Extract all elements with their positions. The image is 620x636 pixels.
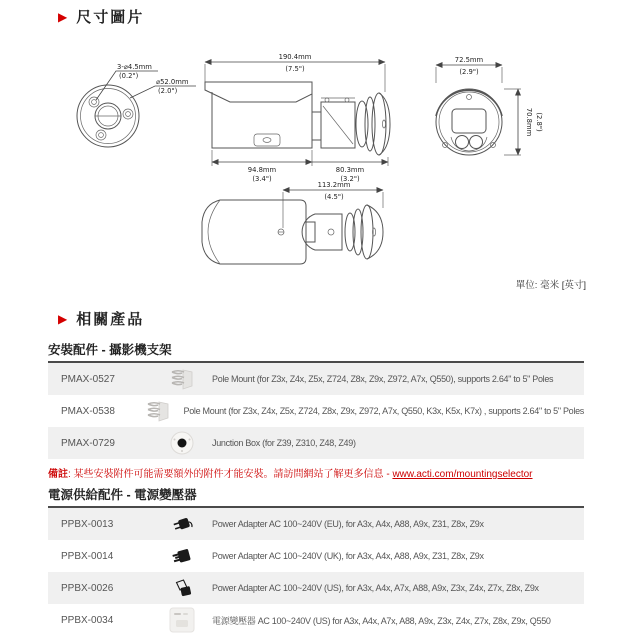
dim-rear-diameter: ⌀52.0mm — [156, 78, 189, 86]
mounting-selector-link[interactable]: www.acti.com/mountingselector — [392, 469, 533, 480]
product-description: Pole Mount (for Z3x, Z4x, Z5x, Z724, Z8x, Z9x, Z972, A7x, Q550, K3x, K5x, K7x) , supports 2.64" to 5" Poles — [183, 406, 584, 416]
product-description: Power Adapter AC 100~240V (EU), for A3x, A4x, A88, A9x, Z31, Z8x, Z9x — [212, 519, 484, 529]
related-products-area — [48, 340, 584, 636]
product-model: PMAX-0527 — [61, 373, 115, 385]
dim-front-width-in: (2.9") — [459, 68, 479, 76]
product-row-ppbx-0034 — [48, 604, 584, 636]
dim-side-length-in: (7.5") — [285, 65, 305, 73]
pole-mount-icon — [160, 366, 204, 392]
product-model: PMAX-0729 — [61, 437, 115, 449]
red-arrow-icon: ▶ — [58, 311, 68, 326]
product-row-ppbx-0014 — [48, 540, 584, 572]
product-model: PPBX-0026 — [61, 582, 114, 594]
product-row-ppbx-0026 — [48, 572, 584, 604]
note-label: 備註 — [48, 469, 68, 480]
top-view-drawing — [190, 176, 405, 294]
pole-mount-icon — [140, 398, 175, 424]
dimensions-section-title: 尺寸圖片 — [76, 9, 145, 26]
mounting-accessories-table — [48, 363, 584, 459]
product-description: Junction Box (for Z39, Z310, Z48, Z49) — [212, 438, 356, 448]
power-adapter-uk-icon — [160, 546, 204, 566]
power-adapter-us-icon — [160, 578, 204, 598]
adapter-photo-icon — [160, 607, 204, 633]
product-row-pmax-0538 — [48, 395, 584, 427]
dimensions-section-header — [58, 6, 144, 27]
dim-side-front: 94.8mm — [247, 166, 277, 174]
product-description: Power Adapter AC 100~240V (UK), for A3x, A4x, A88, A9x, Z31, Z8x, Z9x — [212, 551, 484, 561]
power-accessories-table — [48, 508, 584, 636]
power-accessories-table-title: 電源供給配件 - 電源變壓器 — [48, 485, 584, 508]
dim-rear-diameter-in: (2.0") — [158, 87, 178, 95]
dim-side-length: 190.4mm — [278, 53, 312, 61]
red-arrow-icon: ▶ — [58, 9, 68, 24]
product-row-ppbx-0013 — [48, 508, 584, 540]
junction-box-icon — [160, 430, 204, 456]
dim-front-width: 72.5mm — [454, 56, 484, 64]
dim-rear-holes-in: (0.2") — [119, 72, 139, 80]
related-products-section-title: 相關產品 — [76, 311, 145, 328]
product-description: Power Adapter AC 100~240V (US), for A3x, A4x, A7x, A88, A9x, Z3x, Z4x, Z7x, Z8x, Z9x — [212, 583, 539, 593]
related-products-section-header — [58, 308, 144, 329]
product-description: 電源變壓器 AC 100~240V (US) for A3x, A4x, A7x, A88, A9x, Z3x, Z4x, Z7x, Z8x, Z9x, Q550 — [212, 615, 551, 626]
product-model: PPBX-0014 — [61, 550, 114, 562]
product-row-pmax-0729 — [48, 427, 584, 459]
mounting-accessories-table-title: 安裝配件 - 攝影機支架 — [48, 340, 584, 363]
dim-top-length: 113.2mm — [317, 181, 351, 189]
product-description: Pole Mount (for Z3x, Z4x, Z5x, Z724, Z8x, Z9x, Z972, A7x, Q550), supports 2.64" to 5" Poles — [212, 374, 554, 384]
product-row-pmax-0527 — [48, 363, 584, 395]
note-text: : 某些安裝附件可能需要額外的附件才能安裝。請訪問網站了解更多信息 - — [68, 469, 393, 480]
dim-side-front-in: (3.4") — [252, 175, 272, 183]
product-model: PPBX-0013 — [61, 518, 114, 530]
dim-side-rear: 80.3mm — [335, 166, 365, 174]
product-model: PPBX-0034 — [61, 614, 114, 626]
dim-top-length-in: (4.5") — [324, 193, 344, 201]
product-model: PMAX-0538 — [61, 405, 115, 417]
side-view-drawing — [190, 50, 400, 182]
mounting-note — [48, 459, 584, 485]
dim-rear-holes: 3-⌀4.5mm — [117, 63, 152, 71]
unit-note: 單位: 毫米 [英寸] — [515, 280, 586, 291]
dim-front-height: 70.8mm — [525, 107, 533, 137]
dim-front-height-in: (2.8") — [535, 112, 543, 132]
front-view-drawing — [423, 53, 548, 171]
dim-side-rear-in: (3.2") — [340, 175, 360, 183]
power-adapter-eu-icon — [160, 514, 204, 534]
